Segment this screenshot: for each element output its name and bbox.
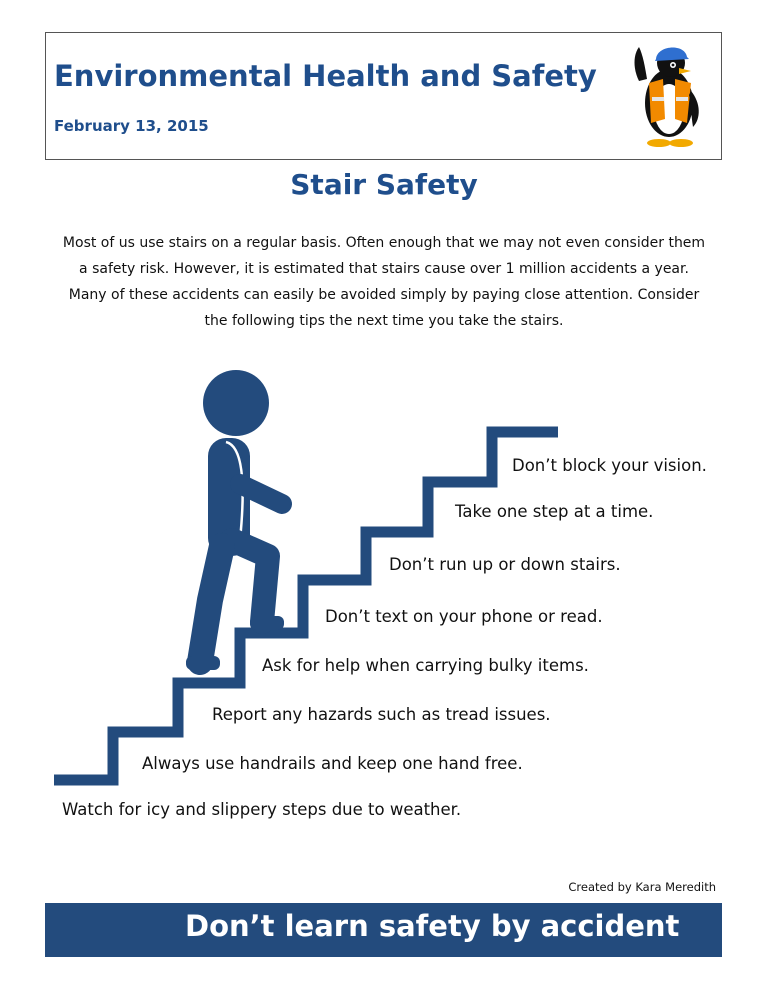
author-credit: Created by Kara Meredith [568,880,716,894]
climbing-person [186,370,284,670]
organization-title: Environmental Health and Safety [54,59,597,93]
tip-item: Don’t run up or down stairs. [389,555,621,574]
tip-item: Watch for icy and slippery steps due to weather. [62,800,462,819]
tip-item: Always use handrails and keep one hand free. [142,754,523,773]
tip-item: Don’t block your vision. [512,456,707,475]
intro-line: Most of us use stairs on a regular basis. Often enough that we may not even consider them [62,235,706,251]
tip-item: Ask for help when carrying bulky items. [262,656,589,675]
newsletter-date: February 13, 2015 [54,117,209,135]
intro-line: the following tips the next time you take the stairs. [204,313,564,329]
tip-item: Report any hazards such as tread issues. [212,705,551,724]
tip-item: Don’t text on your phone or read. [325,607,603,626]
staircase-line [54,432,558,780]
footer-banner [45,903,722,957]
intro-paragraph [50,230,718,334]
penguin-safety-vest-icon [629,41,707,153]
footer-slogan: Don’t learn safety by accident [185,909,680,943]
header-box [45,32,722,160]
intro-line: Many of these accidents can easily be avoided simply by paying close attention. Consider [68,287,700,303]
intro-line: a safety risk. However, it is estimated that stairs cause over 1 million accidents a year. [79,261,689,277]
page-title: Stair Safety [290,168,478,201]
tip-item: Take one step at a time. [455,502,654,521]
